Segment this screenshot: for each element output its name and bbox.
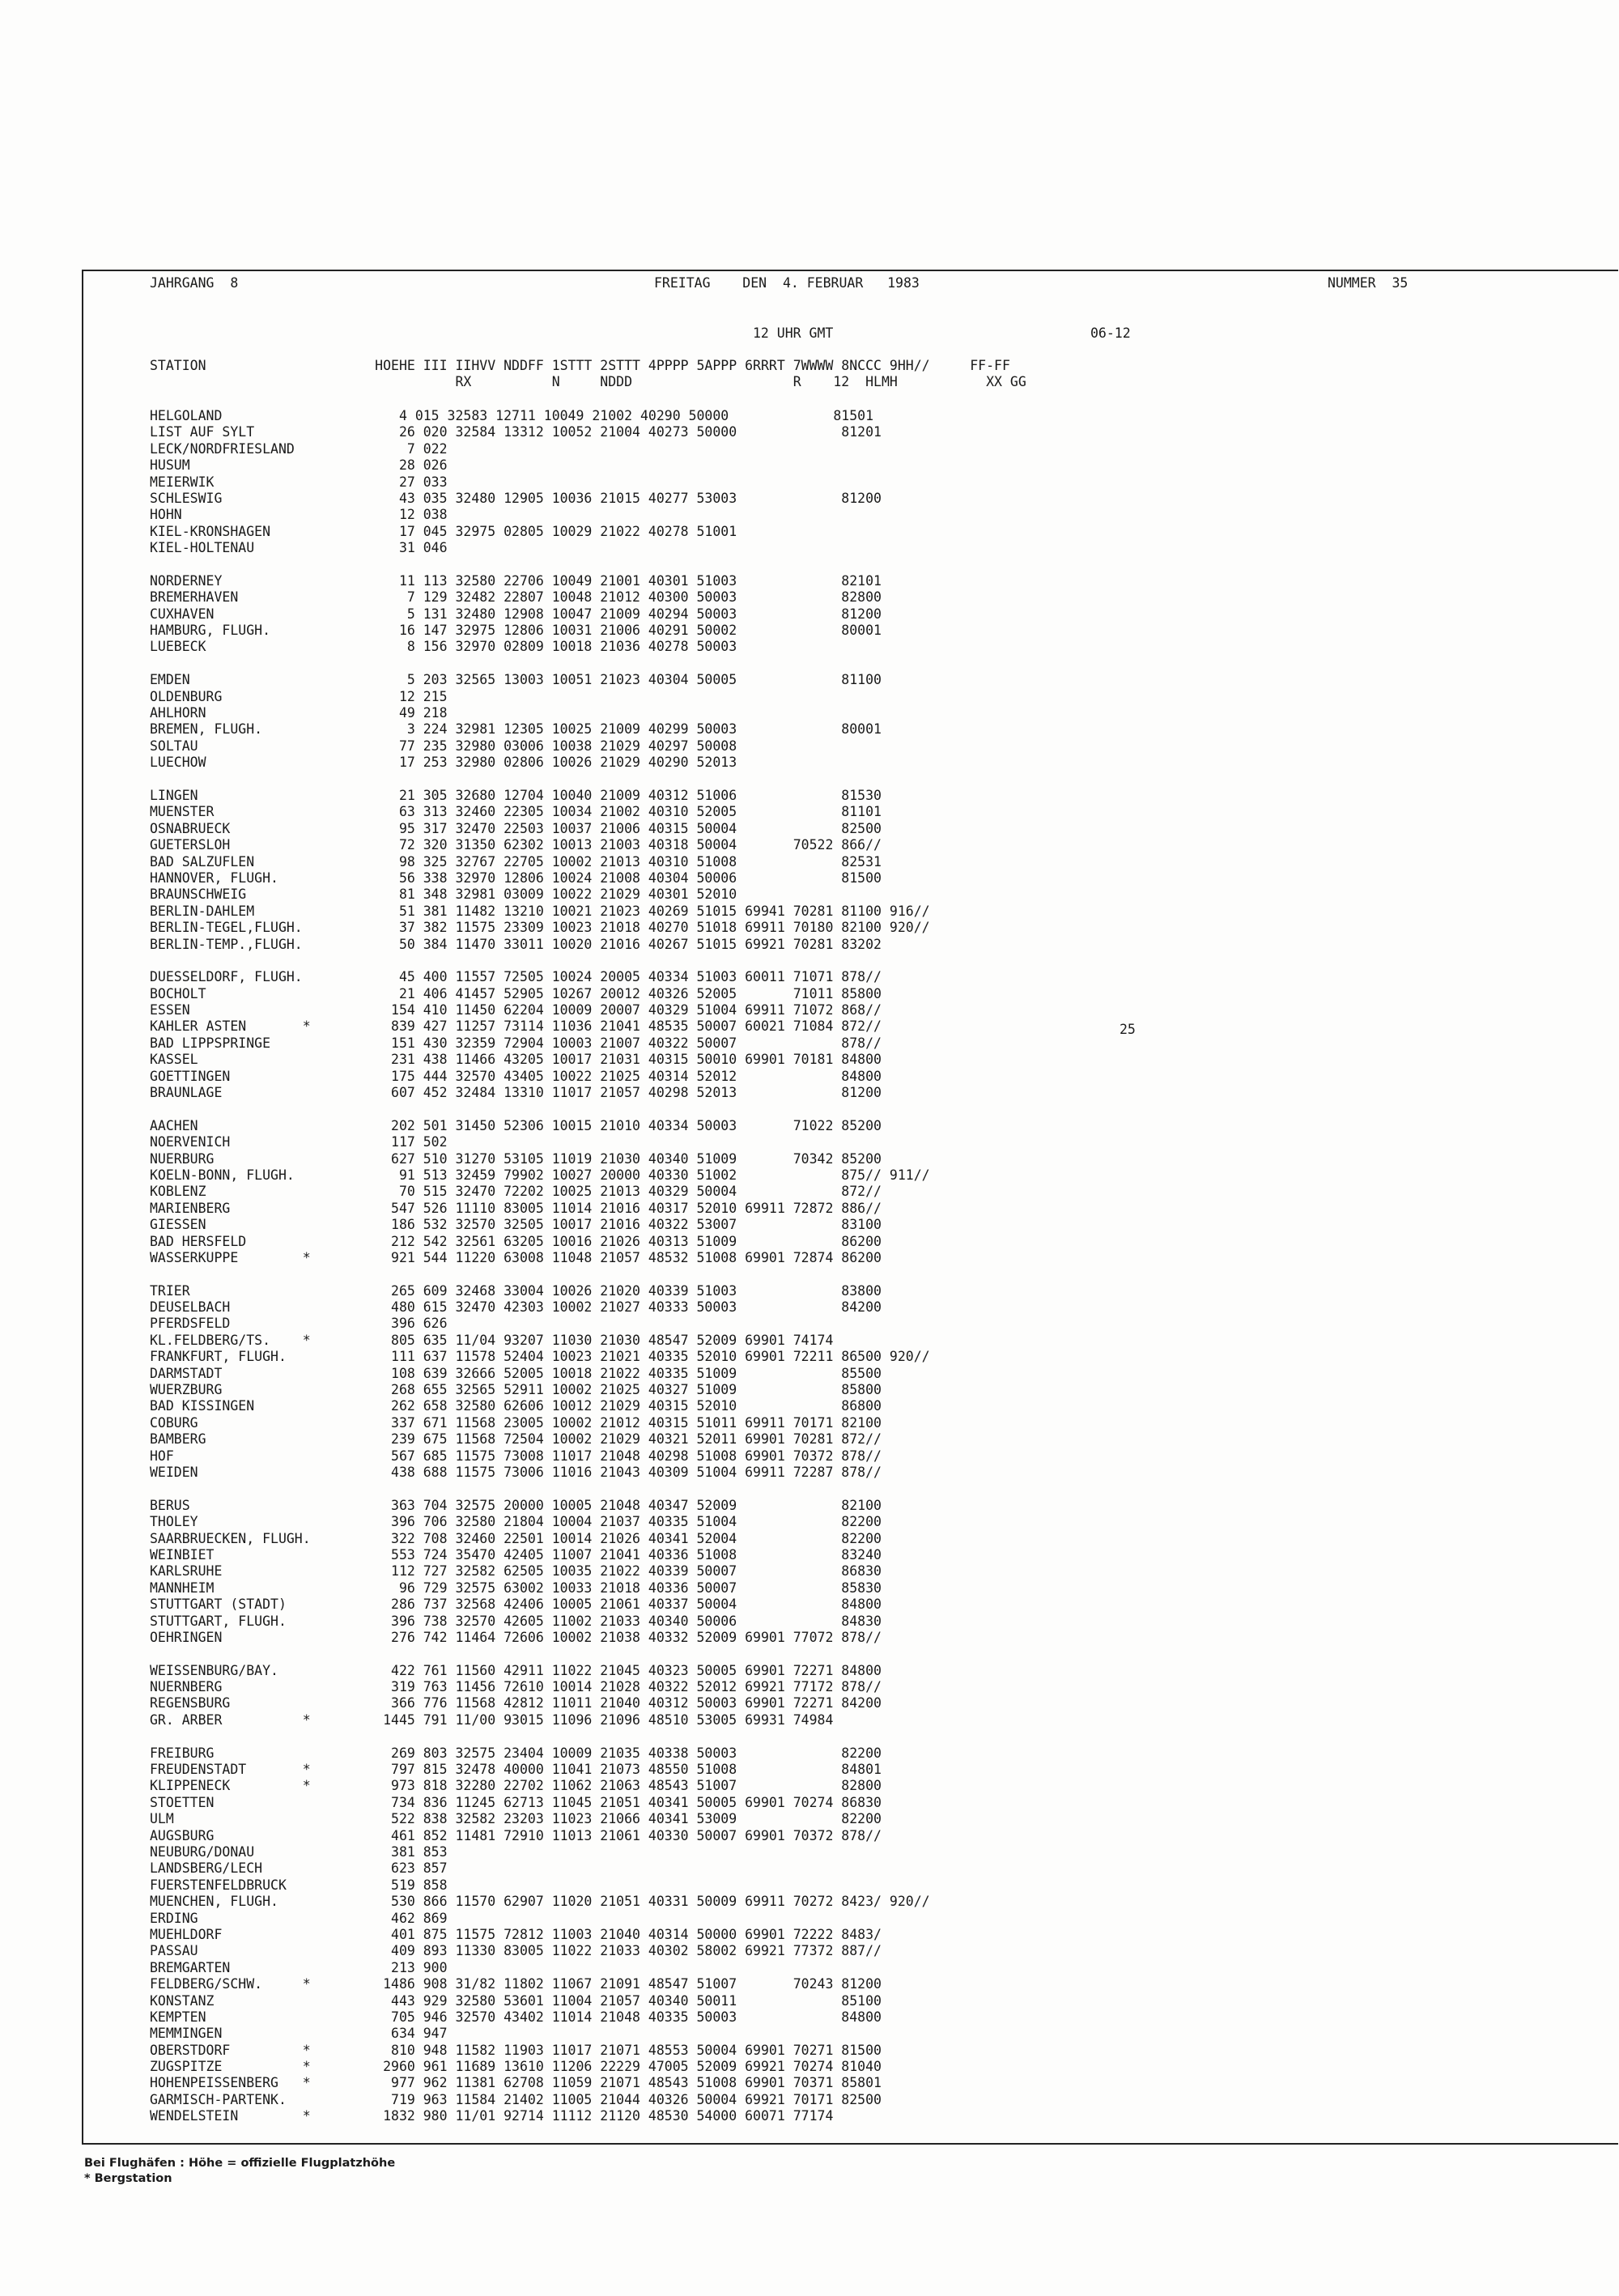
table-row: LUEBECK 8 156 32970 02809 10018 21036 40278 50003 (150, 639, 737, 655)
table-row: STUTTGART (STADT) 286 737 32568 42406 10005 21061 40337 50004 84800 (150, 1597, 882, 1613)
table-row: LUECHOW 17 253 32980 02806 10026 21029 40290 52013 (150, 755, 737, 771)
table-row: NUERNBERG 319 763 11456 72610 10014 21028 40322 52012 69921 77172 878// (150, 1679, 882, 1695)
table-row: MUENCHEN, FLUGH. 530 866 11570 62907 11020 21051 40331 50009 69911 70272 8423/ 920// (150, 1894, 930, 1910)
table-row: SAARBRUECKEN, FLUGH. 322 708 32460 22501 10014 21026 40341 52004 82200 (150, 1530, 882, 1546)
table-row: FUERSTENFELDBRUCK 519 858 (150, 1877, 448, 1893)
table-row: AHLHORN 49 218 (150, 705, 448, 721)
table-row: BERLIN-TEMP.,FLUGH. 50 384 11470 33011 10020 21016 40267 51015 69921 70281 83202 (150, 936, 882, 952)
table-row: GARMISCH-PARTENK. 719 963 11584 21402 11005 21044 40326 50004 69921 70171 82500 (150, 2091, 882, 2107)
spacer-row (150, 1728, 930, 1745)
table-row: BAD KISSINGEN 262 658 32580 62606 10012 21029 40315 52010 86800 (150, 1398, 882, 1414)
table-row: BAD SALZUFLEN 98 325 32767 22705 10002 21013 40310 51008 82531 (150, 853, 882, 870)
table-row: ZUGSPITZE * 2960 961 11689 13610 11206 22229 47005 52009 69921 70274 81040 (150, 2059, 882, 2075)
table-row: BRAUNSCHWEIG 81 348 32981 03009 10022 21029 40301 52010 (150, 887, 737, 903)
table-row: PFERDSFELD 396 626 (150, 1316, 448, 1332)
table-row: KONSTANZ 443 929 32580 53601 11004 21057 40340 50011 85100 (150, 1992, 882, 2009)
footnote-mountain-station: * Bergstation (84, 2172, 172, 2185)
table-row: WEIDEN 438 688 11575 73006 11016 21043 40309 51004 69911 72287 878// (150, 1465, 882, 1480)
table-row: LANDSBERG/LECH 623 857 (150, 1860, 448, 1877)
table-row: BERLIN-DAHLEM 51 381 11482 13210 10021 21023 40269 51015 69941 70281 81100 916// (150, 903, 930, 919)
table-row: GR. ARBER * 1445 791 11/00 93015 11096 21096 48510 53005 69931 74984 (150, 1711, 834, 1728)
table-row: MEMMINGEN 634 947 (150, 2026, 448, 2042)
table-row: AACHEN 202 501 31450 52306 10015 21010 40334 50003 71022 85200 (150, 1117, 882, 1133)
table-row: ESSEN 154 410 11450 62204 10009 20007 40329 51004 69911 71072 868// (150, 1002, 882, 1018)
table-row: BAMBERG 239 675 11568 72504 10002 21029 40321 52011 69901 70281 872// (150, 1431, 882, 1448)
table-row: BOCHOLT 21 406 41457 52905 10267 20012 40326 52005 71011 85800 (150, 985, 882, 1001)
table-row: HUSUM 28 026 (150, 457, 448, 474)
table-row: HELGOLAND 4 015 32583 12711 10049 21002 40290 50000 81501 (150, 408, 874, 423)
spacer-row (150, 1101, 930, 1117)
table-row: ERDING 462 869 (150, 1910, 448, 1926)
table-row: HOHN 12 038 (150, 507, 448, 523)
table-row: MEIERWIK 27 033 (150, 474, 448, 490)
table-row: NOERVENICH 117 502 (150, 1134, 448, 1150)
table-row: BAD HERSFELD 212 542 32561 63205 10016 21026 40313 51009 86200 (150, 1233, 882, 1249)
date-label: FREITAG DEN 4. FEBRUAR 1983 (654, 275, 920, 291)
spacer-row (150, 772, 930, 788)
table-row: COBURG 337 671 11568 23005 10002 21012 40315 51011 69911 70171 82100 (150, 1414, 882, 1431)
table-row: WASSERKUPPE * 921 544 11220 63008 11048 21057 48532 51008 69901 72874 86200 (150, 1249, 882, 1265)
table-row: LECK/NORDFRIESLAND 7 022 (150, 440, 448, 457)
table-row: MARIENBERG 547 526 11110 83005 11014 21016 40317 52010 69911 72872 886// (150, 1200, 882, 1216)
table-row: LIST AUF SYLT 26 020 32584 13312 10052 21004 40273 50000 81201 (150, 424, 882, 440)
spacer-row (150, 1646, 930, 1662)
table-row: EMDEN 5 203 32565 13003 10051 21023 40304 50005 81100 (150, 672, 882, 688)
table-row: SCHLESWIG 43 035 32480 12905 10036 21015 40277 53003 81200 (150, 490, 882, 506)
table-row: HAMBURG, FLUGH. 16 147 32975 12806 10031 21006 40291 50002 80001 (150, 623, 882, 639)
table-row: WEINBIET 553 724 35470 42405 11007 21041 40336 51008 83240 (150, 1546, 882, 1563)
table-row: FREUDENSTADT * 797 815 32478 40000 11041 21073 48550 51008 84801 (150, 1762, 882, 1778)
column-headers (150, 358, 1026, 391)
table-row: KIEL-KRONSHAGEN 17 045 32975 02805 10029 21022 40278 51001 (150, 523, 737, 539)
column-header-line-2: RX N NDDD R 12 HLMH XX GG (150, 374, 1026, 390)
table-row: REGENSBURG 366 776 11568 42812 11011 21040 40312 50003 69901 72271 84200 (150, 1695, 882, 1711)
footnote-airports: Bei Flughäfen : Höhe = offizielle Flugplatzhöhe (84, 2157, 396, 2170)
table-row: KOELN-BONN, FLUGH. 91 513 32459 79902 10027 20000 40330 51002 875// 911// (150, 1167, 930, 1183)
table-row: BERUS 363 704 32575 20000 10005 21048 40347 52009 82100 (150, 1497, 882, 1513)
observation-time: 12 UHR GMT (753, 325, 834, 341)
table-row: DARMSTADT 108 639 32666 52005 10018 21022 40335 51009 85500 (150, 1365, 882, 1381)
table-row: THOLEY 396 706 32580 21804 10004 21037 40335 51004 82200 (150, 1514, 882, 1530)
table-row: GOETTINGEN 175 444 32570 43405 10022 21025 40314 52012 84800 (150, 1068, 882, 1084)
table-row: HOF 567 685 11575 73008 11017 21048 40298 51008 69901 70372 878// (150, 1448, 882, 1464)
table-row: HANNOVER, FLUGH. 56 338 32970 12806 10024 21008 40304 50006 81500 (150, 870, 882, 886)
table-row: WENDELSTEIN * 1832 980 11/01 92714 11112 21120 48530 54000 60071 77174 (150, 2108, 834, 2124)
table-row: KEMPTEN 705 946 32570 43402 11014 21048 40335 50003 84800 (150, 2009, 882, 2025)
spacer-row (150, 953, 930, 969)
table-row: WUERZBURG 268 655 32565 52911 10002 21025 40327 51009 85800 (150, 1382, 882, 1398)
table-row: NEUBURG/DONAU 381 853 (150, 1843, 448, 1860)
table-row: KLIPPENECK * 973 818 32280 22702 11062 21063 48543 51007 82800 (150, 1778, 882, 1794)
table-row: BRAUNLAGE 607 452 32484 13310 11017 21057 40298 52013 81200 (150, 1085, 882, 1101)
table-row: DEUSELBACH 480 615 32470 42303 10002 21027 40333 50003 84200 (150, 1299, 882, 1316)
table-row: KIEL-HOLTENAU 31 046 (150, 540, 448, 556)
table-row: MUEHLDORF 401 875 11575 72812 11003 21040 40314 50000 69901 72222 8483/ (150, 1926, 882, 1942)
table-row: BREMEN, FLUGH. 3 224 32981 12305 10025 21009 40299 50003 80001 (150, 721, 882, 738)
footnote (84, 2156, 395, 2187)
table-row: KAHLER ASTEN * 839 427 11257 73114 11036 21041 48535 50007 60021 71084 872// (150, 1018, 882, 1035)
table-row: MUENSTER 63 313 32460 22305 10034 21002 40310 52005 81101 (150, 804, 882, 820)
table-row: BREMERHAVEN 7 129 32482 22807 10048 21012 40300 50003 82800 (150, 589, 882, 606)
table-row: PASSAU 409 893 11330 83005 11022 21033 40302 58002 69921 77372 887// (150, 1943, 882, 1959)
table-row: BREMGARTEN 213 900 (150, 1959, 448, 1975)
table-row: FRANKFURT, FLUGH. 111 637 11578 52404 10023 21021 40335 52010 69901 72211 86500 920// (150, 1349, 930, 1365)
table-row: CUXHAVEN 5 131 32480 12908 10047 21009 40294 50003 81200 (150, 606, 882, 622)
table-row: NUERBURG 627 510 31270 53105 11019 21030 40340 51009 70342 85200 (150, 1150, 882, 1167)
table-row: AUGSBURG 461 852 11481 72910 11013 21061 40330 50007 69901 70372 878// (150, 1827, 882, 1843)
column-header-line-1: STATION HOEHE III IIHVV NDDFF 1STTT 2STTT 4PPPP 5APPP 6RRRT 7WWWW 8NCCC 9HH// FF-FF (150, 358, 1010, 373)
table-row: FREIBURG 269 803 32575 23404 10009 21035 40338 50003 82200 (150, 1745, 882, 1761)
table-row: MANNHEIM 96 729 32575 63002 10033 21018 40336 50007 85830 (150, 1580, 882, 1596)
table-row: BAD LIPPSPRINGE 151 430 32359 72904 10003 21007 40322 50007 878// (150, 1035, 882, 1051)
spacer-row (150, 1481, 930, 1497)
table-row: GIESSEN 186 532 32570 32505 10017 21016 40322 53007 83100 (150, 1217, 882, 1233)
table-row: KOBLENZ 70 515 32470 72202 10025 21013 40329 50004 872// (150, 1184, 882, 1200)
table-row: TRIER 265 609 32468 33004 10026 21020 40339 51003 83800 (150, 1282, 882, 1299)
table-row: OBERSTDORF * 810 948 11582 11903 11017 21071 48553 50004 69901 70271 81500 (150, 2042, 882, 2058)
issue-number: NUMMER 35 (1328, 275, 1409, 291)
table-row: HOHENPEISSENBERG * 977 962 11381 62708 11059 21071 48543 51008 69901 70371 85801 (150, 2075, 882, 2091)
table-row: KASSEL 231 438 11466 43205 10017 21031 40315 50010 69901 70181 84800 (150, 1052, 882, 1068)
table-row: LINGEN 21 305 32680 12704 10040 21009 40312 51006 81530 (150, 787, 882, 803)
table-row: OLDENBURG 12 215 (150, 688, 448, 704)
table-row: KARLSRUHE 112 727 32582 62505 10035 21022 40339 50007 86830 (150, 1563, 882, 1580)
annotation-value: 25 (1120, 1022, 1136, 1037)
volume-label: JAHRGANG 8 (150, 275, 239, 291)
station-table (150, 408, 930, 2125)
table-row: GUETERSLOH 72 320 31350 62302 10013 21003 40318 50004 70522 866// (150, 837, 882, 853)
table-row: OSNABRUECK 95 317 32470 22503 10037 21006 40315 50004 82500 (150, 820, 882, 836)
time-range: 06-12 (1090, 325, 1131, 341)
table-row: ULM 522 838 32582 23203 11023 21066 40341 53009 82200 (150, 1811, 882, 1827)
table-row: DUESSELDORF, FLUGH. 45 400 11557 72505 10024 20005 40334 51003 60011 71071 878// (150, 969, 882, 985)
table-row: BERLIN-TEGEL,FLUGH. 37 382 11575 23309 10023 21018 40270 51018 69911 70180 82100 920// (150, 920, 930, 936)
table-row: STUTTGART, FLUGH. 396 738 32570 42605 11002 21033 40340 50006 84830 (150, 1613, 882, 1629)
table-row: NORDERNEY 11 113 32580 22706 10049 21001 40301 51003 82101 (150, 572, 882, 589)
table-row: FELDBERG/SCHW. * 1486 908 31/82 11802 11067 21091 48547 51007 70243 81200 (150, 1976, 882, 1992)
table-row: WEISSENBURG/BAY. 422 761 11560 42911 11022 21045 40323 50005 69901 72271 84800 (150, 1662, 882, 1678)
table-row: STOETTEN 734 836 11245 62713 11045 21051 40341 50005 69901 70274 86830 (150, 1794, 882, 1810)
table-row: SOLTAU 77 235 32980 03006 10038 21029 40297 50008 (150, 738, 737, 754)
table-row: KL.FELDBERG/TS. * 805 635 11/04 93207 11030 21030 48547 52009 69901 74174 (150, 1332, 834, 1348)
spacer-row (150, 656, 930, 672)
spacer-row (150, 557, 930, 573)
table-row: OEHRINGEN 276 742 11464 72606 10002 21038 40332 52009 69901 77072 878// (150, 1629, 882, 1645)
spacer-row (150, 1266, 930, 1282)
